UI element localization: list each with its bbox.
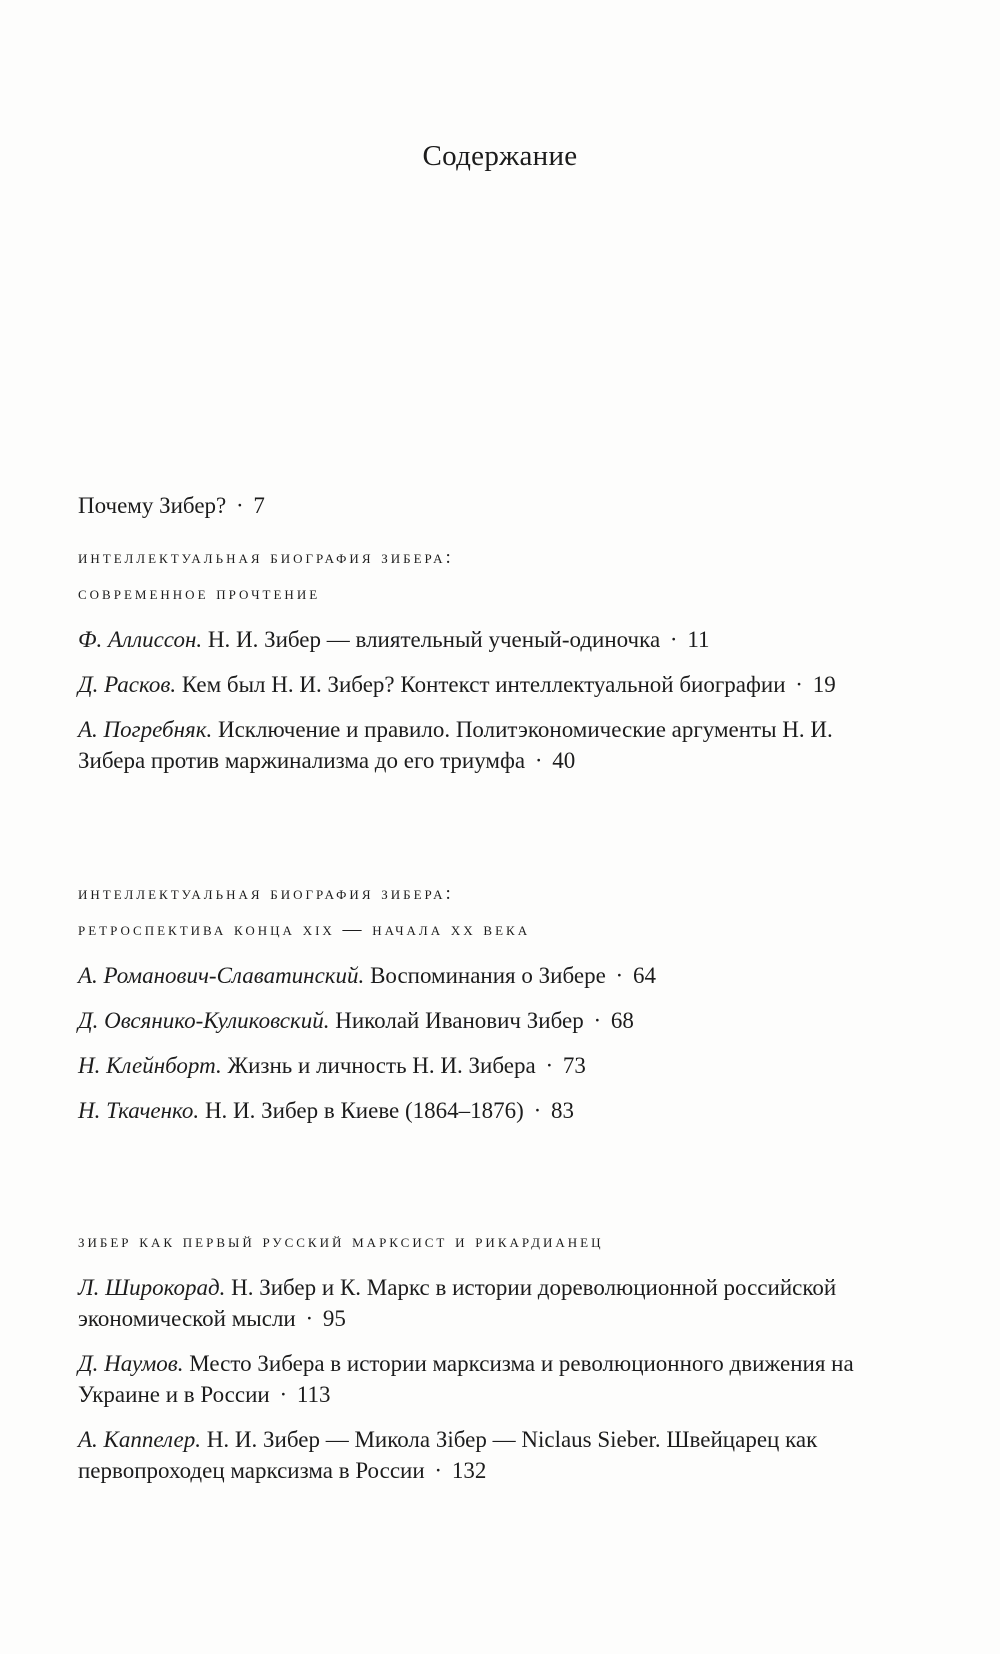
section-heading-line1: интеллектуальная биография зибера: [78, 547, 454, 568]
toc-entry [78, 1348, 858, 1410]
entry-page: 19 [812, 672, 836, 697]
toc-entry [78, 960, 858, 991]
entry-title: Н. И. Зибер — влиятельный ученый-одиночка [207, 627, 661, 652]
entry-page: 73 [562, 1053, 586, 1078]
separator-dot: · [539, 1053, 559, 1078]
separator-dot: · [789, 672, 809, 697]
entry-title: Место Зибера в истории марксизма и революционного движения на Украине и в России [78, 1351, 854, 1407]
entry-title: Жизнь и личность Н. И. Зибера [227, 1053, 536, 1078]
section-heading-line2: ретроспектива конца xix — начала xx века [78, 919, 531, 940]
separator-dot: · [527, 1098, 547, 1123]
section-heading-line1: зибер как первый русский марксист и рикардианец [78, 1231, 604, 1252]
toc-section-1 [78, 540, 858, 776]
entry-page: 64 [632, 963, 656, 988]
separator-dot: · [664, 627, 684, 652]
toc-intro-entry [78, 490, 265, 522]
toc-entry [78, 714, 858, 776]
entry-author: Н. Клейнборт. [78, 1053, 222, 1078]
separator-dot: · [299, 1306, 319, 1331]
entry-author: Л. Широкорад. [78, 1275, 226, 1300]
section-heading [78, 540, 858, 612]
toc-entry [78, 669, 858, 700]
toc-section-2 [78, 876, 858, 1126]
separator-dot: · [609, 963, 629, 988]
entry-author: А. Каппелер. [78, 1427, 202, 1452]
entry-page: 132 [451, 1458, 487, 1483]
section-heading [78, 876, 858, 948]
entry-page: 11 [687, 627, 710, 652]
entry-author: Д. Наумов. [78, 1351, 184, 1376]
entry-author: А. Погребняк. [78, 717, 213, 742]
section-heading-line2: современное прочтение [78, 583, 321, 604]
toc-entry [78, 1424, 858, 1486]
page-title: Содержание [422, 140, 578, 172]
entry-author: Д. Овсянико-Куликовский. [78, 1008, 330, 1033]
entry-page: 7 [253, 493, 265, 518]
toc-entry [78, 1005, 858, 1036]
entry-title: Н. И. Зибер — Микола Зібер — Niclaus Sieber. Швейцарец как первопроходец марксизма в России [78, 1427, 818, 1483]
separator-dot: · [273, 1382, 293, 1407]
toc-entry [78, 624, 858, 655]
entry-page: 83 [551, 1098, 574, 1123]
entry-author: Д. Расков. [78, 672, 177, 697]
entry-title: Почему Зибер? [78, 493, 227, 518]
entry-page: 68 [610, 1008, 634, 1033]
entry-title: Н. И. Зибер в Киеве (1864–1876) [204, 1098, 524, 1123]
toc-section-3 [78, 1224, 858, 1486]
toc-entry [78, 1050, 858, 1081]
toc-entry [78, 1095, 858, 1126]
entry-title: Кем был Н. И. Зибер? Контекст интеллектуальной биографии [181, 672, 786, 697]
entry-page: 95 [322, 1306, 346, 1331]
entry-title: Исключение и правило. Политэкономические аргументы Н. И. Зибера против маржинализма до его триумфа [78, 717, 833, 773]
entry-title: Николай Иванович Зибер [335, 1008, 584, 1033]
section-heading-line1: интеллектуальная биография зибера: [78, 883, 454, 904]
separator-dot: · [587, 1008, 607, 1033]
entry-author: А. Романович-Славатинский. [78, 963, 365, 988]
section-heading [78, 1224, 858, 1260]
separator-dot: · [230, 493, 250, 518]
entry-page: 40 [552, 748, 576, 773]
entry-author: Ф. Аллиссон. [78, 627, 203, 652]
entry-page: 113 [296, 1382, 331, 1407]
entry-title: Воспоминания о Зибере [370, 963, 606, 988]
toc-entry [78, 1272, 858, 1334]
entry-author: Н. Ткаченко. [78, 1098, 200, 1123]
separator-dot: · [428, 1458, 448, 1483]
entry-title: Н. Зибер и К. Маркс в истории дореволюционной российской экономической мысли [78, 1275, 837, 1331]
separator-dot: · [529, 748, 549, 773]
